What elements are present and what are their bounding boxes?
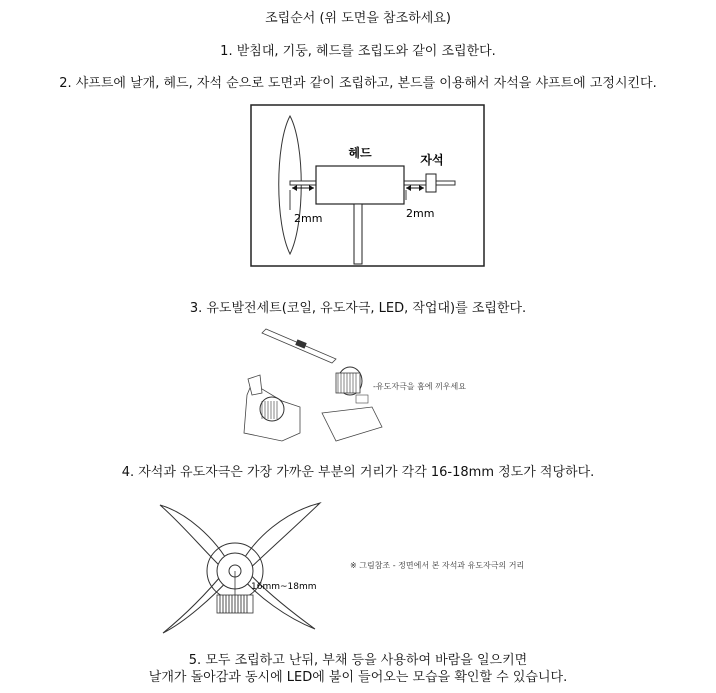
generator-set-diagram	[232, 323, 392, 449]
head-block	[316, 166, 404, 204]
front-view-note: ※ 그림참조 - 정면에서 본 자석과 유도자극의 거리	[350, 561, 525, 570]
magnet	[426, 174, 436, 192]
gap-left-label: 2mm	[294, 212, 323, 225]
distance-label: 16mm~18mm	[251, 582, 317, 592]
step-3: 3. 유도발전세트(코일, 유도자극, LED, 작업대)를 조립한다.	[189, 301, 527, 316]
magnet-label: 자석	[420, 153, 444, 167]
front-view-diagram	[155, 497, 335, 635]
step-5-line-2: 날개가 돌아감과 동시에 LED에 불이 들어오는 모습을 확인할 수 있습니다.	[148, 670, 568, 685]
page-title: 조립순서 (위 도면을 참조하세요)	[265, 11, 451, 26]
gap-right-label: 2mm	[406, 207, 435, 220]
pillar	[354, 204, 362, 264]
step-4: 4. 자석과 유도자극은 가장 가까운 부분의 거리가 각각 16-18mm 정도가 적당하다.	[121, 465, 595, 480]
step-2: 2. 샤프트에 날개, 헤드, 자석 순으로 도면과 같이 조립하고, 본드를 이용해서 자석을 샤프트에 고정시킨다.	[59, 76, 657, 91]
assembly-diagram	[250, 104, 486, 268]
coil-note: -유도자극을 홈에 끼우세요	[373, 382, 466, 391]
step-1: 1. 받침대, 기둥, 헤드를 조립도와 같이 조립한다.	[220, 44, 496, 59]
step-5-line-1: 5. 모두 조립하고 난뒤, 부채 등을 사용하여 바람을 일으키면	[188, 653, 528, 668]
base-plate	[322, 407, 382, 441]
head-label: 헤드	[348, 146, 372, 160]
